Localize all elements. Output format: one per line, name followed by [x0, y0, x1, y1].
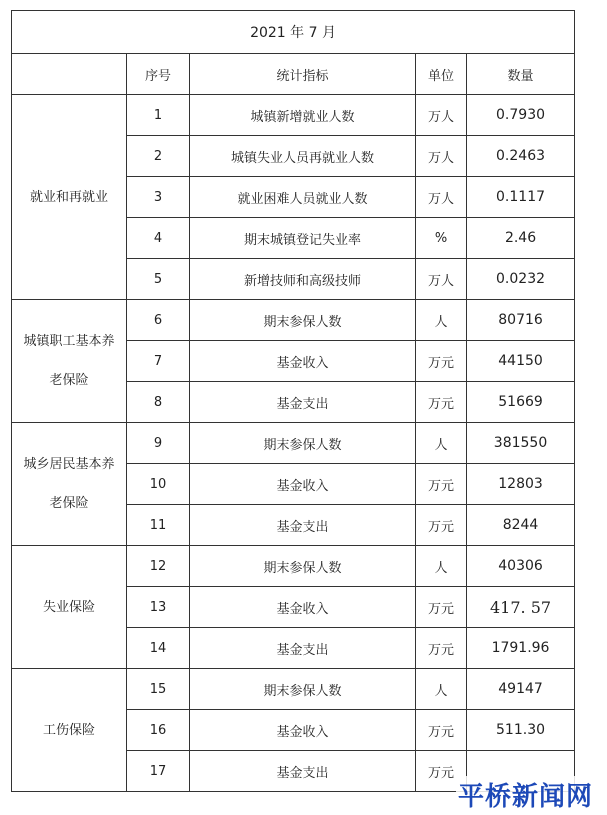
indicator-cell: 基金收入 — [190, 464, 416, 505]
quantity-cell: 381550 — [467, 423, 575, 464]
unit-cell: 人 — [416, 546, 467, 587]
table-title: 2021 年 7 月 — [12, 11, 575, 54]
category-cell: 就业和再就业 — [12, 95, 127, 300]
unit-cell: 万元 — [416, 382, 467, 423]
unit-cell: 人 — [416, 423, 467, 464]
unit-cell: 万元 — [416, 587, 467, 628]
category-cell: 城乡居民基本养老保险 — [12, 423, 127, 546]
quantity-cell: 511.30 — [467, 710, 575, 751]
indicator-cell: 城镇新增就业人数 — [190, 95, 416, 136]
index-cell: 17 — [127, 751, 190, 792]
indicator-cell: 城镇失业人员再就业人数 — [190, 136, 416, 177]
indicator-cell: 期末参保人数 — [190, 300, 416, 341]
index-cell: 9 — [127, 423, 190, 464]
indicator-cell: 新增技师和高级技师 — [190, 259, 416, 300]
unit-cell: 万人 — [416, 136, 467, 177]
header-category — [12, 54, 127, 95]
table-row — [12, 546, 575, 587]
index-cell: 14 — [127, 628, 190, 669]
quantity-cell: 51669 — [467, 382, 575, 423]
header-unit: 单位 — [416, 54, 467, 95]
indicator-cell: 基金支出 — [190, 505, 416, 546]
quantity-cell: 0.2463 — [467, 136, 575, 177]
header-quantity: 数量 — [467, 54, 575, 95]
category-cell: 工伤保险 — [12, 669, 127, 792]
unit-cell: 人 — [416, 300, 467, 341]
table-row — [12, 95, 575, 136]
quantity-cell: 2.46 — [467, 218, 575, 259]
header-row — [12, 54, 575, 95]
index-cell: 6 — [127, 300, 190, 341]
title-row — [12, 11, 575, 54]
stats-table-wrapper — [11, 10, 575, 792]
quantity-cell: 44150 — [467, 341, 575, 382]
indicator-cell: 基金收入 — [190, 341, 416, 382]
quantity-cell: 0.1117 — [467, 177, 575, 218]
indicator-cell: 基金收入 — [190, 587, 416, 628]
stats-table-body — [12, 11, 575, 792]
index-cell: 8 — [127, 382, 190, 423]
quantity-cell: 49147 — [467, 669, 575, 710]
indicator-cell: 期末参保人数 — [190, 669, 416, 710]
watermark-logo: 平桥新闻网 — [456, 776, 595, 813]
table-row — [12, 423, 575, 464]
indicator-cell: 基金支出 — [190, 751, 416, 792]
index-cell: 16 — [127, 710, 190, 751]
index-cell: 7 — [127, 341, 190, 382]
unit-cell: 万人 — [416, 177, 467, 218]
indicator-cell: 基金支出 — [190, 628, 416, 669]
index-cell: 15 — [127, 669, 190, 710]
quantity-cell: 12803 — [467, 464, 575, 505]
index-cell: 10 — [127, 464, 190, 505]
indicator-cell: 基金支出 — [190, 382, 416, 423]
table-row — [12, 669, 575, 710]
quantity-cell: 8244 — [467, 505, 575, 546]
indicator-cell: 期末城镇登记失业率 — [190, 218, 416, 259]
index-cell: 12 — [127, 546, 190, 587]
unit-cell: 万元 — [416, 341, 467, 382]
indicator-cell: 期末参保人数 — [190, 423, 416, 464]
indicator-cell: 基金收入 — [190, 710, 416, 751]
unit-cell: 万元 — [416, 464, 467, 505]
unit-cell: 万元 — [416, 751, 467, 792]
index-cell: 11 — [127, 505, 190, 546]
quantity-cell: 80716 — [467, 300, 575, 341]
quantity-cell: 40306 — [467, 546, 575, 587]
index-cell: 13 — [127, 587, 190, 628]
unit-cell: 万元 — [416, 505, 467, 546]
stats-table — [11, 10, 575, 792]
unit-cell: 万人 — [416, 259, 467, 300]
quantity-cell: 0.0232 — [467, 259, 575, 300]
quantity-cell: 417. 57 — [467, 587, 575, 628]
header-index: 序号 — [127, 54, 190, 95]
quantity-cell: 1791.96 — [467, 628, 575, 669]
category-cell: 城镇职工基本养老保险 — [12, 300, 127, 423]
index-cell: 5 — [127, 259, 190, 300]
unit-cell: 万元 — [416, 628, 467, 669]
category-cell: 失业保险 — [12, 546, 127, 669]
table-row — [12, 300, 575, 341]
index-cell: 1 — [127, 95, 190, 136]
index-cell: 2 — [127, 136, 190, 177]
header-indicator: 统计指标 — [190, 54, 416, 95]
unit-cell: 人 — [416, 669, 467, 710]
unit-cell: 万元 — [416, 710, 467, 751]
unit-cell: % — [416, 218, 467, 259]
unit-cell: 万人 — [416, 95, 467, 136]
indicator-cell: 就业困难人员就业人数 — [190, 177, 416, 218]
quantity-cell: 0.7930 — [467, 95, 575, 136]
indicator-cell: 期末参保人数 — [190, 546, 416, 587]
index-cell: 3 — [127, 177, 190, 218]
index-cell: 4 — [127, 218, 190, 259]
